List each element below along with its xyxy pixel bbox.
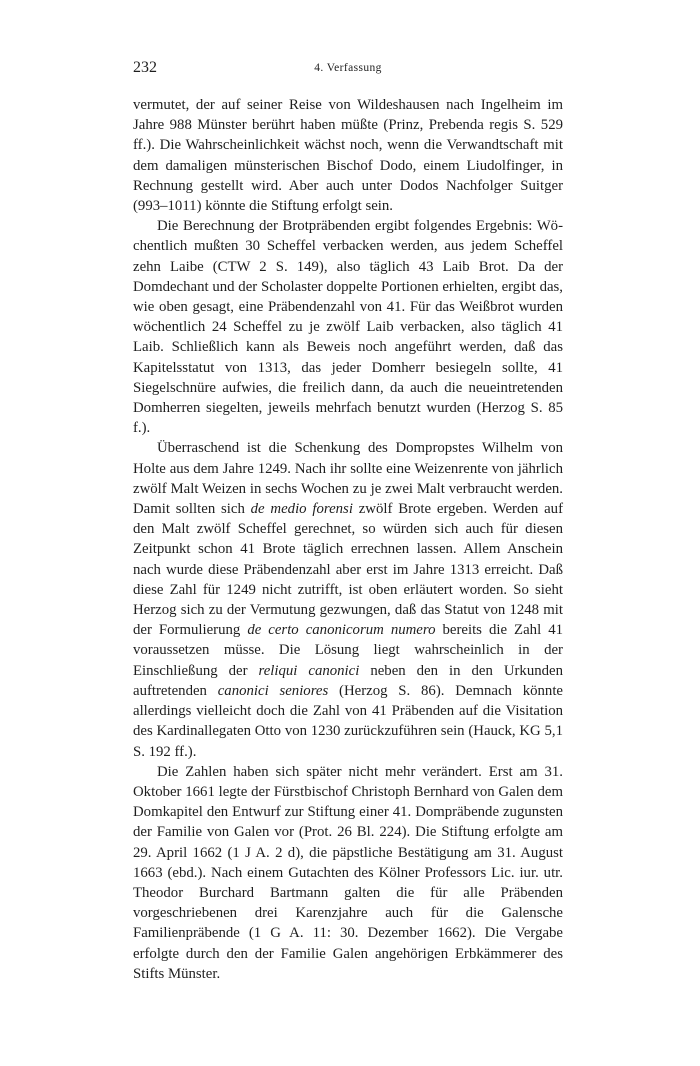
text-run: Die Zahlen haben sich später nicht mehr verändert. Erst am 31. Oktober 1661 legte der Fürstbischof Christoph Bernhard von Galen dem Domkapitel den Entwurf zur Stiftung einer 41. Dompräbende zugunsten der Familie von Galen vor (Prot. 26 Bl. 224). Die Stiftung erfolgte am 29. April 1662 (1 J A. 2 d), die päpstliche Bestätigung am 31. August 1663 (ebd.). Nach einem Gutachten des Kölner Professors Lic. iur. utr. Theodor Burchard Bartmann galten die für alle Präbenden vorgeschriebenen drei Karenzjahre auch für die Galensche Familienpräbende (1 G A. 11: 30. Dezember 1662). Die Vergabe erfolgte durch den der Familie Galen angehörigen Erbkämmerer des Stifts Münster. <box>133 763 563 982</box>
page-header <box>133 58 563 78</box>
latin-phrase: de medio forensi <box>250 501 353 518</box>
text-run: vermutet, der auf seiner Reise von Wildeshausen nach Ingelheim im Jahre 988 Münster berührt haben müßte (Prinz, Prebenda regis S. 529 ff.). Die Wahrscheinlichkeit wächst noch, wenn die Verwandtschaft mit dem damaligen münsterischen Bischof Dodo, einem Liudolfinger, in Rechnung gestellt wird. Aber auch unter Dodos Nachfolger Suitger (993–1011) könnte die Stiftung erfolgt sein. <box>133 97 563 215</box>
page-number: 232 <box>133 59 157 76</box>
text-run: (Herzog S. 86). Demnach könnte allerdings vielleicht doch die Zahl von 41 Präbenden auf die Visitation des Kardinallegaten Otto von 1230 zurückzuführen sein (Hauck, KG 5,1 S. 192 ff.). <box>133 682 563 760</box>
latin-phrase: reliqui canonici <box>258 662 360 679</box>
text-run: Überraschend ist die Schenkung des Dompropstes Wilhelm von Holte aus dem Jahre 1249. Nach ihr sollte eine Weizenrente von jährlich zwölf Malt Weizen in sechs Wochen zu je zwei Malt verbraucht werden. Damit sollten sich <box>133 440 563 518</box>
body-text <box>133 95 563 984</box>
paragraph-3 <box>133 438 563 761</box>
latin-phrase: de certo canonicorum numero <box>247 622 436 639</box>
running-head: 4. Verfassung <box>314 62 382 74</box>
paragraph-1 <box>133 95 563 216</box>
text-run: neben den in den Urkunden auftretenden <box>133 662 563 699</box>
text-run: Die Berechnung der Brotpräbenden ergibt folgendes Ergebnis: Wöchentlich mußten 30 Scheffel verbacken werden, aus jedem Scheffel zehn Laibe (CTW 2 S. 149), also täglich 43 Laib Brot. Da der Domdechant und der Scholaster doppelte Portionen erhielten, ergibt das, wie oben gesagt, eine Präbendenzahl von 41. Für das Weißbrot wurden wöchentlich 24 Scheffel zu je zwölf Laib verbacken, also täglich 41 Laib. Schließlich kann als Beweis noch angeführt werden, daß das Kapitelsstatut von 1313, das jeder Domherr besiegeln sollte, 41 Siegelschnüre aufwies, die freilich dann, da auch die neueintretenden Domherren siegelten, jeweils mehrfach benutzt wurden (Herzog S. 85 f.). <box>133 218 563 437</box>
text-run: bereits die Zahl 41 voraussetzen müsse. Die Lösung liegt wahrscheinlich in der Einschließung der <box>133 622 563 679</box>
paragraph-2 <box>133 216 563 438</box>
latin-phrase: canonici seniores <box>217 682 329 699</box>
text-run: zwölf Brote ergeben. Werden auf den Malt zwölf Scheffel gerechnet, so würden sich auch für diesen Zeitpunkt schon 41 Brote täglich errechnen lassen. Allem Anschein nach wurde diese Präbendenzahl aber erst im Jahre 1313 erreicht. Daß diese Zahl für 1249 nicht zutrifft, ist oben erläutert worden. So sieht Herzog sich zu der Vermutung gezwungen, daß das Statut von 1248 mit der Formulierung <box>133 501 563 639</box>
paragraph-4 <box>133 762 563 984</box>
